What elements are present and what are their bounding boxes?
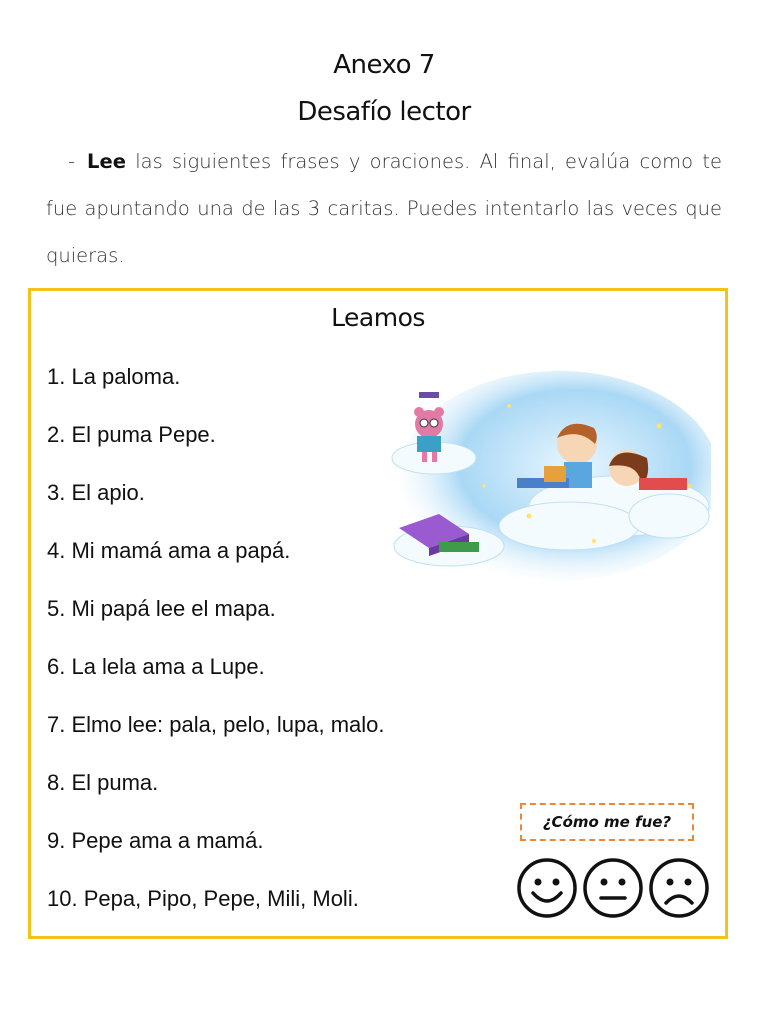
neutral-face-icon[interactable] [582,857,644,919]
instructions-text: las siguientes frases y oraciones. Al final, evalúa como te fue apuntando una de las 3 caritas. Puedes intentarlo las veces que quieras. [46,150,723,267]
sentence-item: 6. La lela ama a Lupe. [47,654,265,679]
sentence-item: 3. El apio. [47,480,145,505]
reading-box-title: Leamos [331,303,425,332]
sentence-item: 4. Mi mamá ama a papá. [47,538,291,563]
reading-box [28,288,728,939]
sentence-item: 10. Pepa, Pipo, Pepe, Mili, Moli. [47,886,359,911]
children-reading-illustration [389,366,711,584]
sentence-list [47,363,385,943]
bear-figure [414,392,444,462]
instructions-paragraph [46,138,722,279]
happy-face-icon[interactable] [516,857,578,919]
sentence-item: 8. El puma. [47,770,159,795]
sad-face-icon[interactable] [648,857,710,919]
instructions-dash: - [68,150,76,173]
instructions-bold-word: Lee [87,150,126,173]
feedback-faces [516,857,716,921]
sentence-item: 9. Pepe ama a mamá. [47,828,264,853]
sentence-item: 5. Mi papá lee el mapa. [47,596,276,621]
sentence-item: 1. La paloma. [47,364,181,389]
feedback-question: ¿Cómo me fue? [520,803,694,841]
annex-title: Anexo 7 [333,50,435,80]
page-title: Desafío lector [297,97,471,127]
sentence-item: 2. El puma Pepe. [47,422,216,447]
sentence-item: 7. Elmo lee: pala, pelo, lupa, malo. [47,712,385,737]
